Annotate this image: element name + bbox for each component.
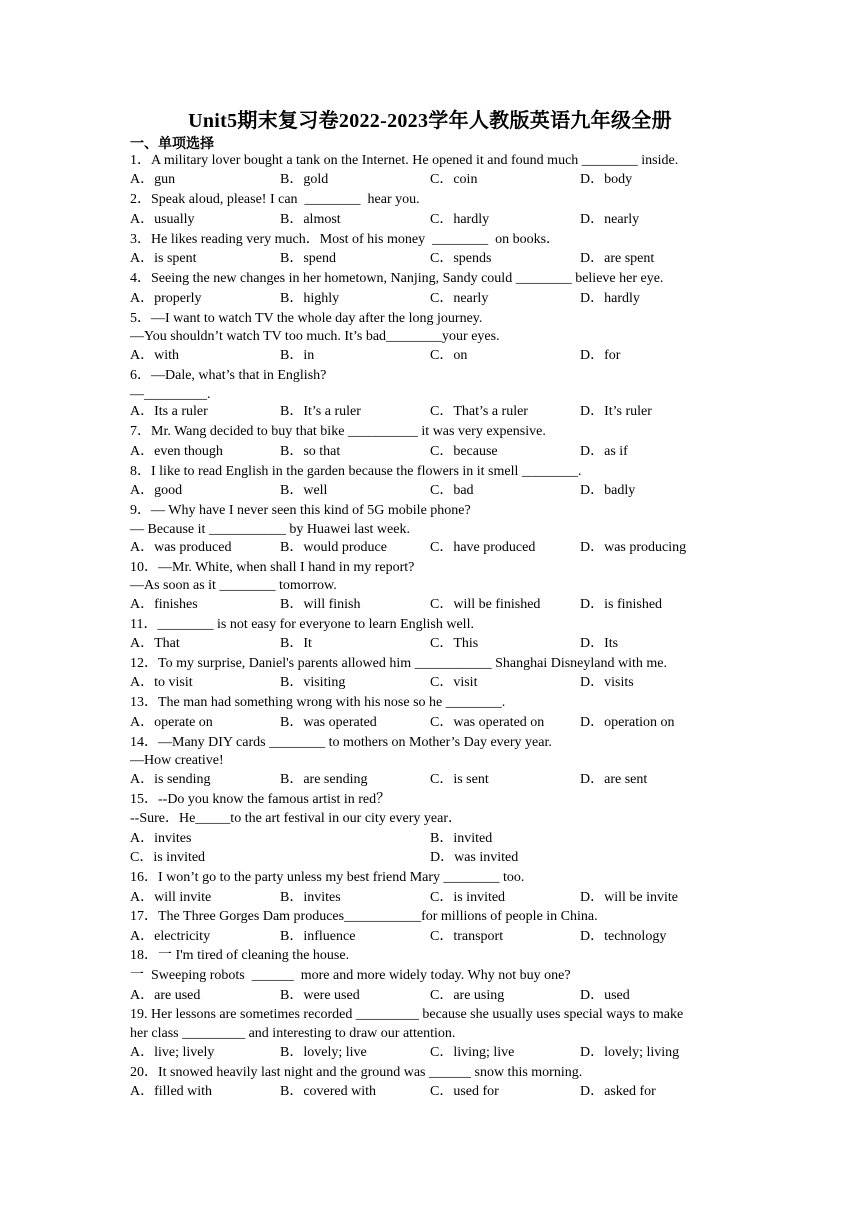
answer-option: C．are using	[430, 988, 505, 1003]
options-row	[130, 539, 750, 557]
options-row	[130, 849, 750, 867]
answer-option: D．is finished	[580, 597, 663, 612]
answer-option: A．are used	[130, 988, 201, 1003]
answer-option: D．are spent	[580, 251, 655, 266]
answer-option: B．spend	[280, 251, 336, 266]
options-row	[130, 635, 750, 653]
options-row	[130, 987, 750, 1005]
answer-option: A．properly	[130, 291, 202, 306]
answer-option: C．That’s a ruler	[430, 404, 528, 419]
answer-option: D．will be invite	[580, 890, 678, 905]
answer-option: A．operate on	[130, 715, 213, 730]
answer-option: D．as if	[580, 444, 628, 459]
answer-option: C．living; live	[430, 1045, 515, 1060]
answer-option: C．was operated on	[430, 715, 545, 730]
answer-option: A．was produced	[130, 540, 232, 555]
answer-option: B．gold	[280, 172, 329, 187]
answer-option: B．was operated	[280, 715, 377, 730]
answer-option: B．lovely; live	[280, 1045, 367, 1060]
answer-option: C．is invited	[130, 850, 206, 865]
question-dialogue-line: —_________.	[130, 387, 211, 402]
options-row	[130, 482, 750, 500]
question-stem: 12．To my surprise, Daniel's parents allowed him ___________ Shanghai Disneyland with me.	[130, 656, 667, 671]
question-stem: 5．—I want to watch TV the whole day after the long journey.	[130, 311, 483, 326]
answer-option: C．have produced	[430, 540, 536, 555]
answer-option: C．transport	[430, 929, 504, 944]
answer-option: D．operation on	[580, 715, 675, 730]
options-row	[130, 889, 750, 907]
answer-option: A．invites	[130, 831, 192, 846]
options-row	[130, 443, 750, 461]
answer-option: B．were used	[280, 988, 360, 1003]
answer-option: A．good	[130, 483, 183, 498]
answer-option: C．This	[430, 636, 479, 651]
answer-option: D．was invited	[430, 850, 519, 865]
answer-option: B．visiting	[280, 675, 346, 690]
answer-option: B．highly	[280, 291, 340, 306]
answer-option: C．visit	[430, 675, 478, 690]
question-stem: 4．Seeing the new changes in her hometown, Nanjing, Sandy could ________ believe her eye.	[130, 271, 664, 286]
options-row	[130, 290, 750, 308]
page-title: Unit5期末复习卷2022-2023学年人教版英语九年级全册	[188, 110, 672, 132]
question-stem: 16．I won’t go to the party unless my best friend Mary ________ too.	[130, 870, 525, 885]
answer-option: A．even though	[130, 444, 223, 459]
question-stem: 1．A military lover bought a tank on the Internet. He opened it and found much ________ inside.	[130, 153, 679, 168]
answer-option: D．body	[580, 172, 633, 187]
answer-option: D．It’s ruler	[580, 404, 652, 419]
answer-option: C．used for	[430, 1084, 499, 1099]
answer-option: D．hardly	[580, 291, 640, 306]
answer-option: A．is spent	[130, 251, 197, 266]
question-stem: 17．The Three Gorges Dam produces___________for millions of people in China.	[130, 909, 598, 924]
answer-option: B．invited	[430, 831, 493, 846]
question-dialogue-line: —How creative!	[130, 753, 224, 768]
question-dialogue-line: —As soon as it ________ tomorrow.	[130, 578, 337, 593]
answer-option: A．Its a ruler	[130, 404, 208, 419]
question-stem: 7．Mr. Wang decided to buy that bike __________ it was very expensive.	[130, 424, 546, 439]
question-stem: 11．________ is not easy for everyone to learn English well.	[130, 617, 474, 632]
question-dialogue-line: --Sure．He_____to the art festival in our city every year．	[130, 811, 463, 826]
answer-option: C．bad	[430, 483, 474, 498]
question-stem: 3．He likes reading very much．Most of his money ________ on books．	[130, 232, 561, 247]
question-stem: 19. Her lessons are sometimes recorded _________ because she usually uses special ways to make	[130, 1007, 684, 1022]
answer-option: B．are sending	[280, 772, 368, 787]
question-stem: 6．—Dale, what’s that in English?	[130, 368, 327, 383]
answer-option: A．filled with	[130, 1084, 213, 1099]
answer-option: D．are sent	[580, 772, 648, 787]
answer-option: B．well	[280, 483, 328, 498]
answer-option: A．usually	[130, 212, 195, 227]
question-dialogue-line: — Because it ___________ by Huawei last week.	[130, 522, 410, 537]
answer-option: D．technology	[580, 929, 667, 944]
question-dialogue-line: her class _________ and interesting to draw our attention.	[130, 1026, 456, 1041]
answer-option: B．It	[280, 636, 312, 651]
answer-option: B．covered with	[280, 1084, 377, 1099]
answer-option: D．lovely; living	[580, 1045, 680, 1060]
answer-option: D．visits	[580, 675, 634, 690]
options-row	[130, 1044, 750, 1062]
answer-option: B．would produce	[280, 540, 387, 555]
options-row	[130, 171, 750, 189]
answer-option: A．That	[130, 636, 180, 651]
question-stem: 2．Speak aloud, please! I can ________ hear you.	[130, 192, 420, 207]
options-row	[130, 674, 750, 692]
question-stem: 18．一 I'm tired of cleaning the house.	[130, 948, 350, 963]
answer-option: C．on	[430, 348, 468, 363]
answer-option: D．Its	[580, 636, 619, 651]
options-row	[130, 403, 750, 421]
answer-option: A．with	[130, 348, 179, 363]
answer-option: B．will finish	[280, 597, 361, 612]
options-row	[130, 714, 750, 732]
answer-option: C．is sent	[430, 772, 489, 787]
answer-option: A．finishes	[130, 597, 198, 612]
answer-option: A．is sending	[130, 772, 211, 787]
options-row	[130, 1083, 750, 1101]
question-stem: 10．—Mr. White, when shall I hand in my report?	[130, 560, 415, 575]
answer-option: C．nearly	[430, 291, 489, 306]
options-row	[130, 211, 750, 229]
options-row	[130, 347, 750, 365]
question-stem: 8．I like to read English in the garden because the flowers in it smell ________.	[130, 464, 582, 479]
options-row	[130, 928, 750, 946]
answer-option: C．will be finished	[430, 597, 541, 612]
answer-option: D．asked for	[580, 1084, 656, 1099]
answer-option: B．almost	[280, 212, 341, 227]
answer-option: D．nearly	[580, 212, 640, 227]
answer-option: C．because	[430, 444, 498, 459]
answer-option: C．coin	[430, 172, 478, 187]
question-dialogue-line: —You shouldn’t watch TV too much. It’s bad________your eyes.	[130, 329, 500, 344]
answer-option: A．will invite	[130, 890, 212, 905]
question-dialogue-line: 一 Sweeping robots ______ more and more widely today. Why not buy one?	[130, 968, 571, 983]
options-row	[130, 250, 750, 268]
answer-option: C．is invited	[430, 890, 506, 905]
options-row	[130, 596, 750, 614]
answer-option: C．spends	[430, 251, 492, 266]
answer-option: B．invites	[280, 890, 341, 905]
options-row	[130, 830, 750, 848]
answer-option: B．influence	[280, 929, 356, 944]
answer-option: D．was producing	[580, 540, 687, 555]
question-stem: 15．--Do you know the famous artist in red？	[130, 792, 391, 807]
answer-option: A．live; lively	[130, 1045, 215, 1060]
answer-option: B．so that	[280, 444, 341, 459]
answer-option: C．hardly	[430, 212, 490, 227]
question-stem: 20．It snowed heavily last night and the ground was ______ snow this morning.	[130, 1065, 583, 1080]
answer-option: A．gun	[130, 172, 176, 187]
question-stem: 13．The man had something wrong with his nose so he ________.	[130, 695, 506, 710]
options-row	[130, 771, 750, 789]
question-stem: 14．—Many DIY cards ________ to mothers on Mother’s Day every year.	[130, 735, 552, 750]
answer-option: D．badly	[580, 483, 636, 498]
answer-option: A．electricity	[130, 929, 211, 944]
answer-option: D．used	[580, 988, 630, 1003]
question-stem: 9．— Why have I never seen this kind of 5G mobile phone?	[130, 503, 471, 518]
answer-option: B．in	[280, 348, 315, 363]
answer-option: D．for	[580, 348, 621, 363]
answer-option: B．It’s a ruler	[280, 404, 361, 419]
section-heading: 一、单项选择	[130, 137, 214, 152]
answer-option: A．to visit	[130, 675, 193, 690]
